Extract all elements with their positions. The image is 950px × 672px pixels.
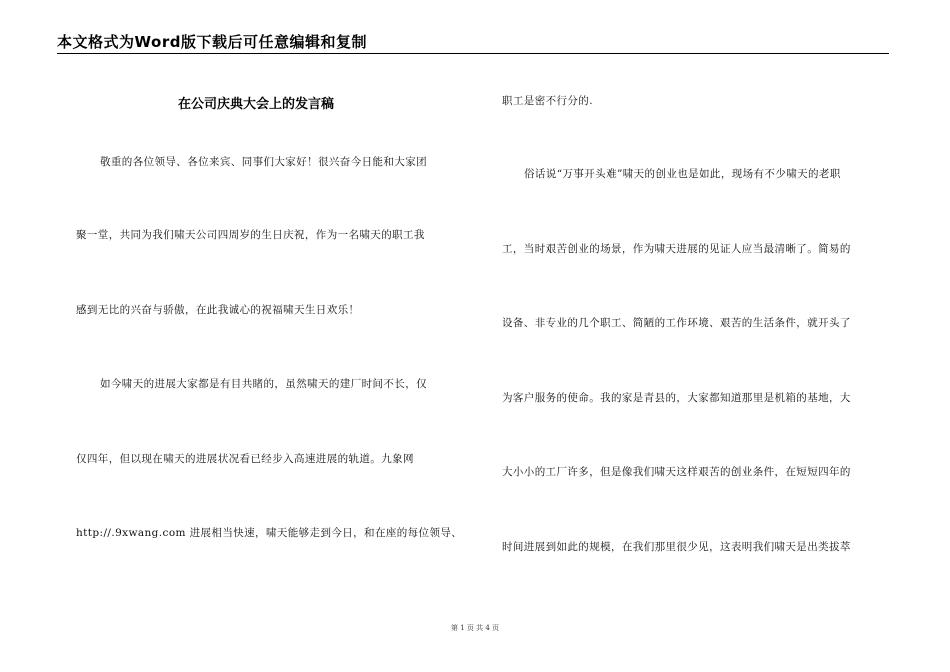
left-line-5: 仅四年，但以现在啸天的进展状况看已经步入高速进展的轨道。九象网 <box>76 453 414 465</box>
right-line-2: 俗话说“万事开头难”啸天的创业也是如此，现场有不少啸天的老职 <box>524 168 841 180</box>
right-line-4: 设备、非专业的几个职工、简陋的工作环境、艰苦的生活条件，就开头了 <box>502 317 851 329</box>
right-line-6: 大小小的工厂许多，但是像我们啸天这样艰苦的创业条件，在短短四年的 <box>502 466 851 478</box>
page-footer: 第 1 页 共 4 页 <box>450 624 500 632</box>
left-line-6: http://.9xwang.com 进展相当快速，啸天能够走到今日，和在座的每位领导、 <box>76 527 463 539</box>
left-line-4: 如今啸天的进展大家都是有目共睹的，虽然啸天的建厂时间不长，仅 <box>100 378 427 390</box>
left-line-3: 感到无比的兴奋与骄傲，在此我诚心的祝福啸天生日欢乐！ <box>76 304 360 316</box>
page-title: 在公司庆典大会上的发言稿 <box>178 97 335 112</box>
left-line-2: 聚一堂，共同为我们啸天公司四周岁的生日庆祝，作为一名啸天的职工我 <box>76 229 425 241</box>
left-line-1: 敬重的各位领导、各位来宾、同事们大家好！很兴奋今日能和大家团 <box>100 156 427 168</box>
right-line-1: 职工是密不行分的. <box>502 95 593 107</box>
header-rule <box>57 53 889 54</box>
document-header: 本文格式为Word版下载后可任意编辑和复制 <box>57 33 367 51</box>
right-line-5: 为客户服务的使命。我的家是青县的，大家都知道那里是机箱的基地，大 <box>502 392 851 404</box>
right-line-7: 时间进展到如此的规模，在我们那里很少见，这表明我们啸天是出类拔萃 <box>502 541 851 553</box>
right-line-3: 工，当时艰苦创业的场景，作为啸天进展的见证人应当最清晰了。简易的 <box>502 243 851 255</box>
